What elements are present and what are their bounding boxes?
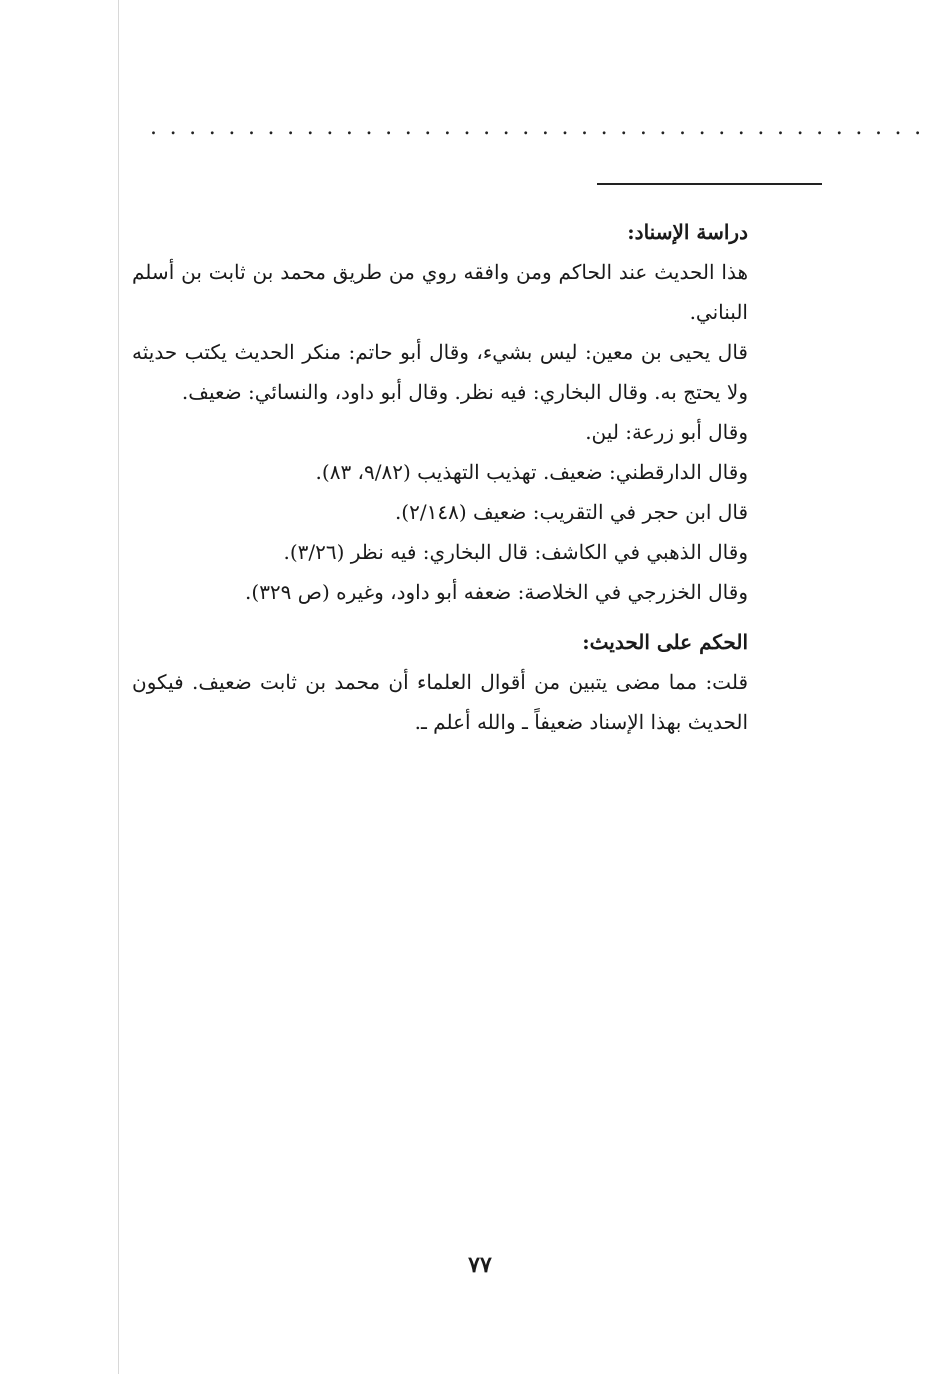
ruling-paragraph: قلت: مما مضى يتبين من أقوال العلماء أن محمد بن ثابت ضعيف. فيكون الحديث بهذا الإسناد ضعيفاً ـ والله أعلم ـ. [132,670,748,734]
main-text [132,212,748,742]
isnad-paragraph-7: وقال الخزرجي في الخلاصة: ضعفه أبو داود، وغيره (ص ٣٢٩). [245,580,748,604]
isnad-paragraph-5: قال ابن حجر في التقريب: ضعيف (٢/١٤٨). [394,500,748,524]
isnad-study-heading: دراسة الإسناد: [627,220,748,244]
section-rule [597,183,822,185]
dotted-separator: ........................................ [150,115,934,140]
page-number: ٧٧ [468,1252,492,1278]
isnad-paragraph-4: وقال الدارقطني: ضعيف. تهذيب التهذيب (٩/٨٢، ٨٣). [315,460,748,484]
isnad-paragraph-6: وقال الذهبي في الكاشف: قال البخاري: فيه نظر (٣/٢٦). [283,540,748,564]
isnad-paragraph-3: وقال أبو زرعة: لين. [585,420,748,444]
ruling-heading: الحكم على الحديث: [582,630,748,654]
isnad-paragraph-2: قال يحيى بن معين: ليس بشيء، وقال أبو حاتم: منكر الحديث يكتب حديثه ولا يحتج به. وقال البخاري: فيه نظر. وقال أبو داود، والنسائي: ضعيف. [132,340,748,404]
page-margin-line [118,0,119,1374]
isnad-paragraph-1: هذا الحديث عند الحاكم ومن وافقه روي من طريق محمد بن ثابت بن أسلم البناني. [132,260,748,324]
section-gap [132,612,748,622]
